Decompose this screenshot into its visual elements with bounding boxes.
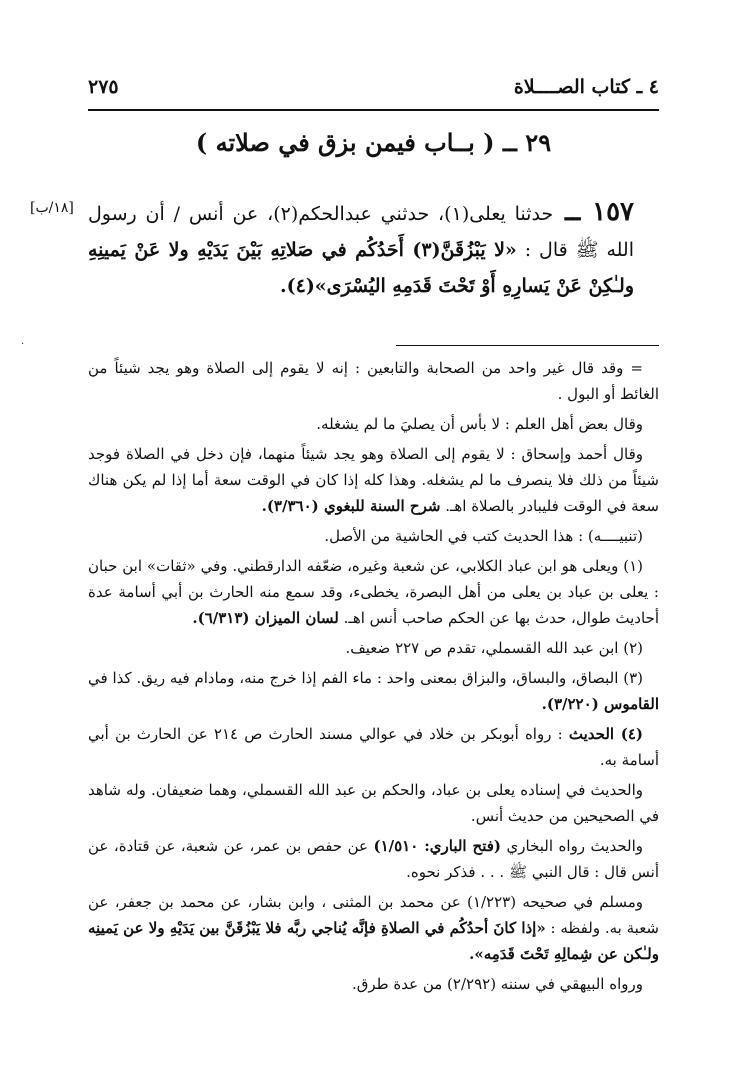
margin-dot: · xyxy=(21,339,25,350)
header-rule xyxy=(88,109,659,111)
running-title: ٤ ـ كتاب الصــــلاة xyxy=(513,76,659,98)
footnote-citation: (فتح الباري: ١/٥١٠) xyxy=(373,837,502,855)
footnotes xyxy=(88,355,659,1001)
footnote-continuation: = وقد قال غير واحد من الصحابة والتابعين : إنه لا يقوم إلى الصلاة وهو يجد شيئاً من الغائط أو البول . xyxy=(88,359,659,403)
footnote-citation: لسان الميزان (٦/٣١٣). xyxy=(192,609,339,627)
footnote-citation: شرح السنة للبغوي (٣/٣٦٠). xyxy=(261,497,441,515)
hadith-isnad: حدثنا يعلى(١)، حدثني عبدالحكم(٢)، عن أنس / أن رسول الله ﷺ قال : xyxy=(88,203,634,261)
footnote-3 xyxy=(88,665,659,717)
footnote-text: والحديث رواه البخاري xyxy=(501,837,643,855)
running-header xyxy=(88,76,659,104)
hadith-text xyxy=(88,194,634,304)
footnote-4-paragraph xyxy=(88,833,659,885)
hadith-number: ١٥٧ xyxy=(592,197,635,227)
footnote-4-paragraph xyxy=(88,889,659,967)
hadith-matn: «لا يَبْزُقَنَّ(٣) أَحَدُكُم في صَلاتِهِ بَيْنَ يَدَيْهِ ولا عَنْ يَمينِهِ ولـٰكِنْ عَنْ يَسارِهِ أَوْ تَحْتَ قَدَمِهِ اليُسْرَى»(٤). xyxy=(88,239,634,297)
footnote-text: : رواه أبوبكر بن خلاد في عوالي مسند الحارث ص ٢١٤ عن الحارث بن أبي أسامة به. xyxy=(88,725,659,769)
footnote-text: ومسلم في صحيحه (١/٢٢٣) عن محمد بن المثنى ، وابن بشار، عن محمد بن جعفر، عن شعبة به. ولفظه : xyxy=(88,893,659,937)
tanbih-note: (تنبيــــه) : هذا الحديث كتب في الحاشية من الأصل. xyxy=(324,527,643,545)
page-number: ٢٧٥ xyxy=(88,76,119,98)
hadith-dash: ــ xyxy=(553,197,593,227)
margin-folio-reference: [١٨/ب] xyxy=(30,200,74,216)
footnote-4-paragraph: ورواه البيهقي في سننه (٢/٢٩٢) من عدة طرق. xyxy=(351,975,643,993)
footnote-separator xyxy=(396,345,659,346)
footnote-2: (٢) ابن عبد الله القسملي، تقدم ص ٢٢٧ ضعيف. xyxy=(345,639,643,657)
footnote-quote: «إذا كانَ أحدُكُم في الصلاةِ فإنَّه يُناجي ربَّه فلا يَبْزُقَنَّ بين يَدَيْهِ ولا عن يَمينِه ولـٰكن عن شِمالِهِ تَحْتَ قَدَمِه». xyxy=(88,919,659,963)
footnote-continuation xyxy=(88,441,659,519)
footnote-continuation: وقال بعض أهل العلم : لا بأس أن يصليَ ما لم يشغله. xyxy=(316,415,643,433)
footnote-1 xyxy=(88,553,659,631)
footnote-label: (٤) الحديث xyxy=(568,725,643,743)
footnote-text: (١) ويعلى هو ابن عباد الكلابي، عن شعبة وغيره، ضعّفه الدارقطني. وفي «ثقات» ابن حبان : يعلى بن عباد بن يعلى من أهل البصرة، يخطىء، وقد سمع منه الحارث بن أبي أسامة عدة أحاديث طوال، حدث بها عن الحكم صاحب أنس اهـ. xyxy=(88,557,659,627)
footnote-4 xyxy=(88,721,659,773)
footnote-citation: القاموس (٣/٢٢٠). xyxy=(541,695,659,713)
chapter-heading: ٢٩ ــ ( بــاب فيمن بزق في صلاته ) xyxy=(195,128,552,157)
footnote-text: وقال أحمد وإسحاق : لا يقوم إلى الصلاة وهو يجد شيئاً منهما، فإن دخل في الصلاة فوجد شيئاً من ذلك فلا ينصرف ما لم يشغله. وهذا كله إذا كان في الوقت سعة أما إذا لم يكن هناك سعة في الوقت فليبادر بالصلاة اهـ. xyxy=(88,445,659,515)
footnote-4-paragraph: والحديث في إسناده يعلى بن عباد، والحكم بن عبد الله القسملي، وهما ضعيفان. وله شاهد في الصحيحين من حديث أنس. xyxy=(88,781,659,825)
footnote-text: عن حفص بن عمر، عن شعبة، عن قتادة، عن أنس قال : قال النبي ﷺ . . . فذكر نحوه. xyxy=(88,837,659,881)
footnote-text: (٣) البصاق، والبساق، والبزاق بمعنى واحد : ماء الفم إذا خرج منه، ومادام فيه ريق. كذا في xyxy=(88,669,643,687)
